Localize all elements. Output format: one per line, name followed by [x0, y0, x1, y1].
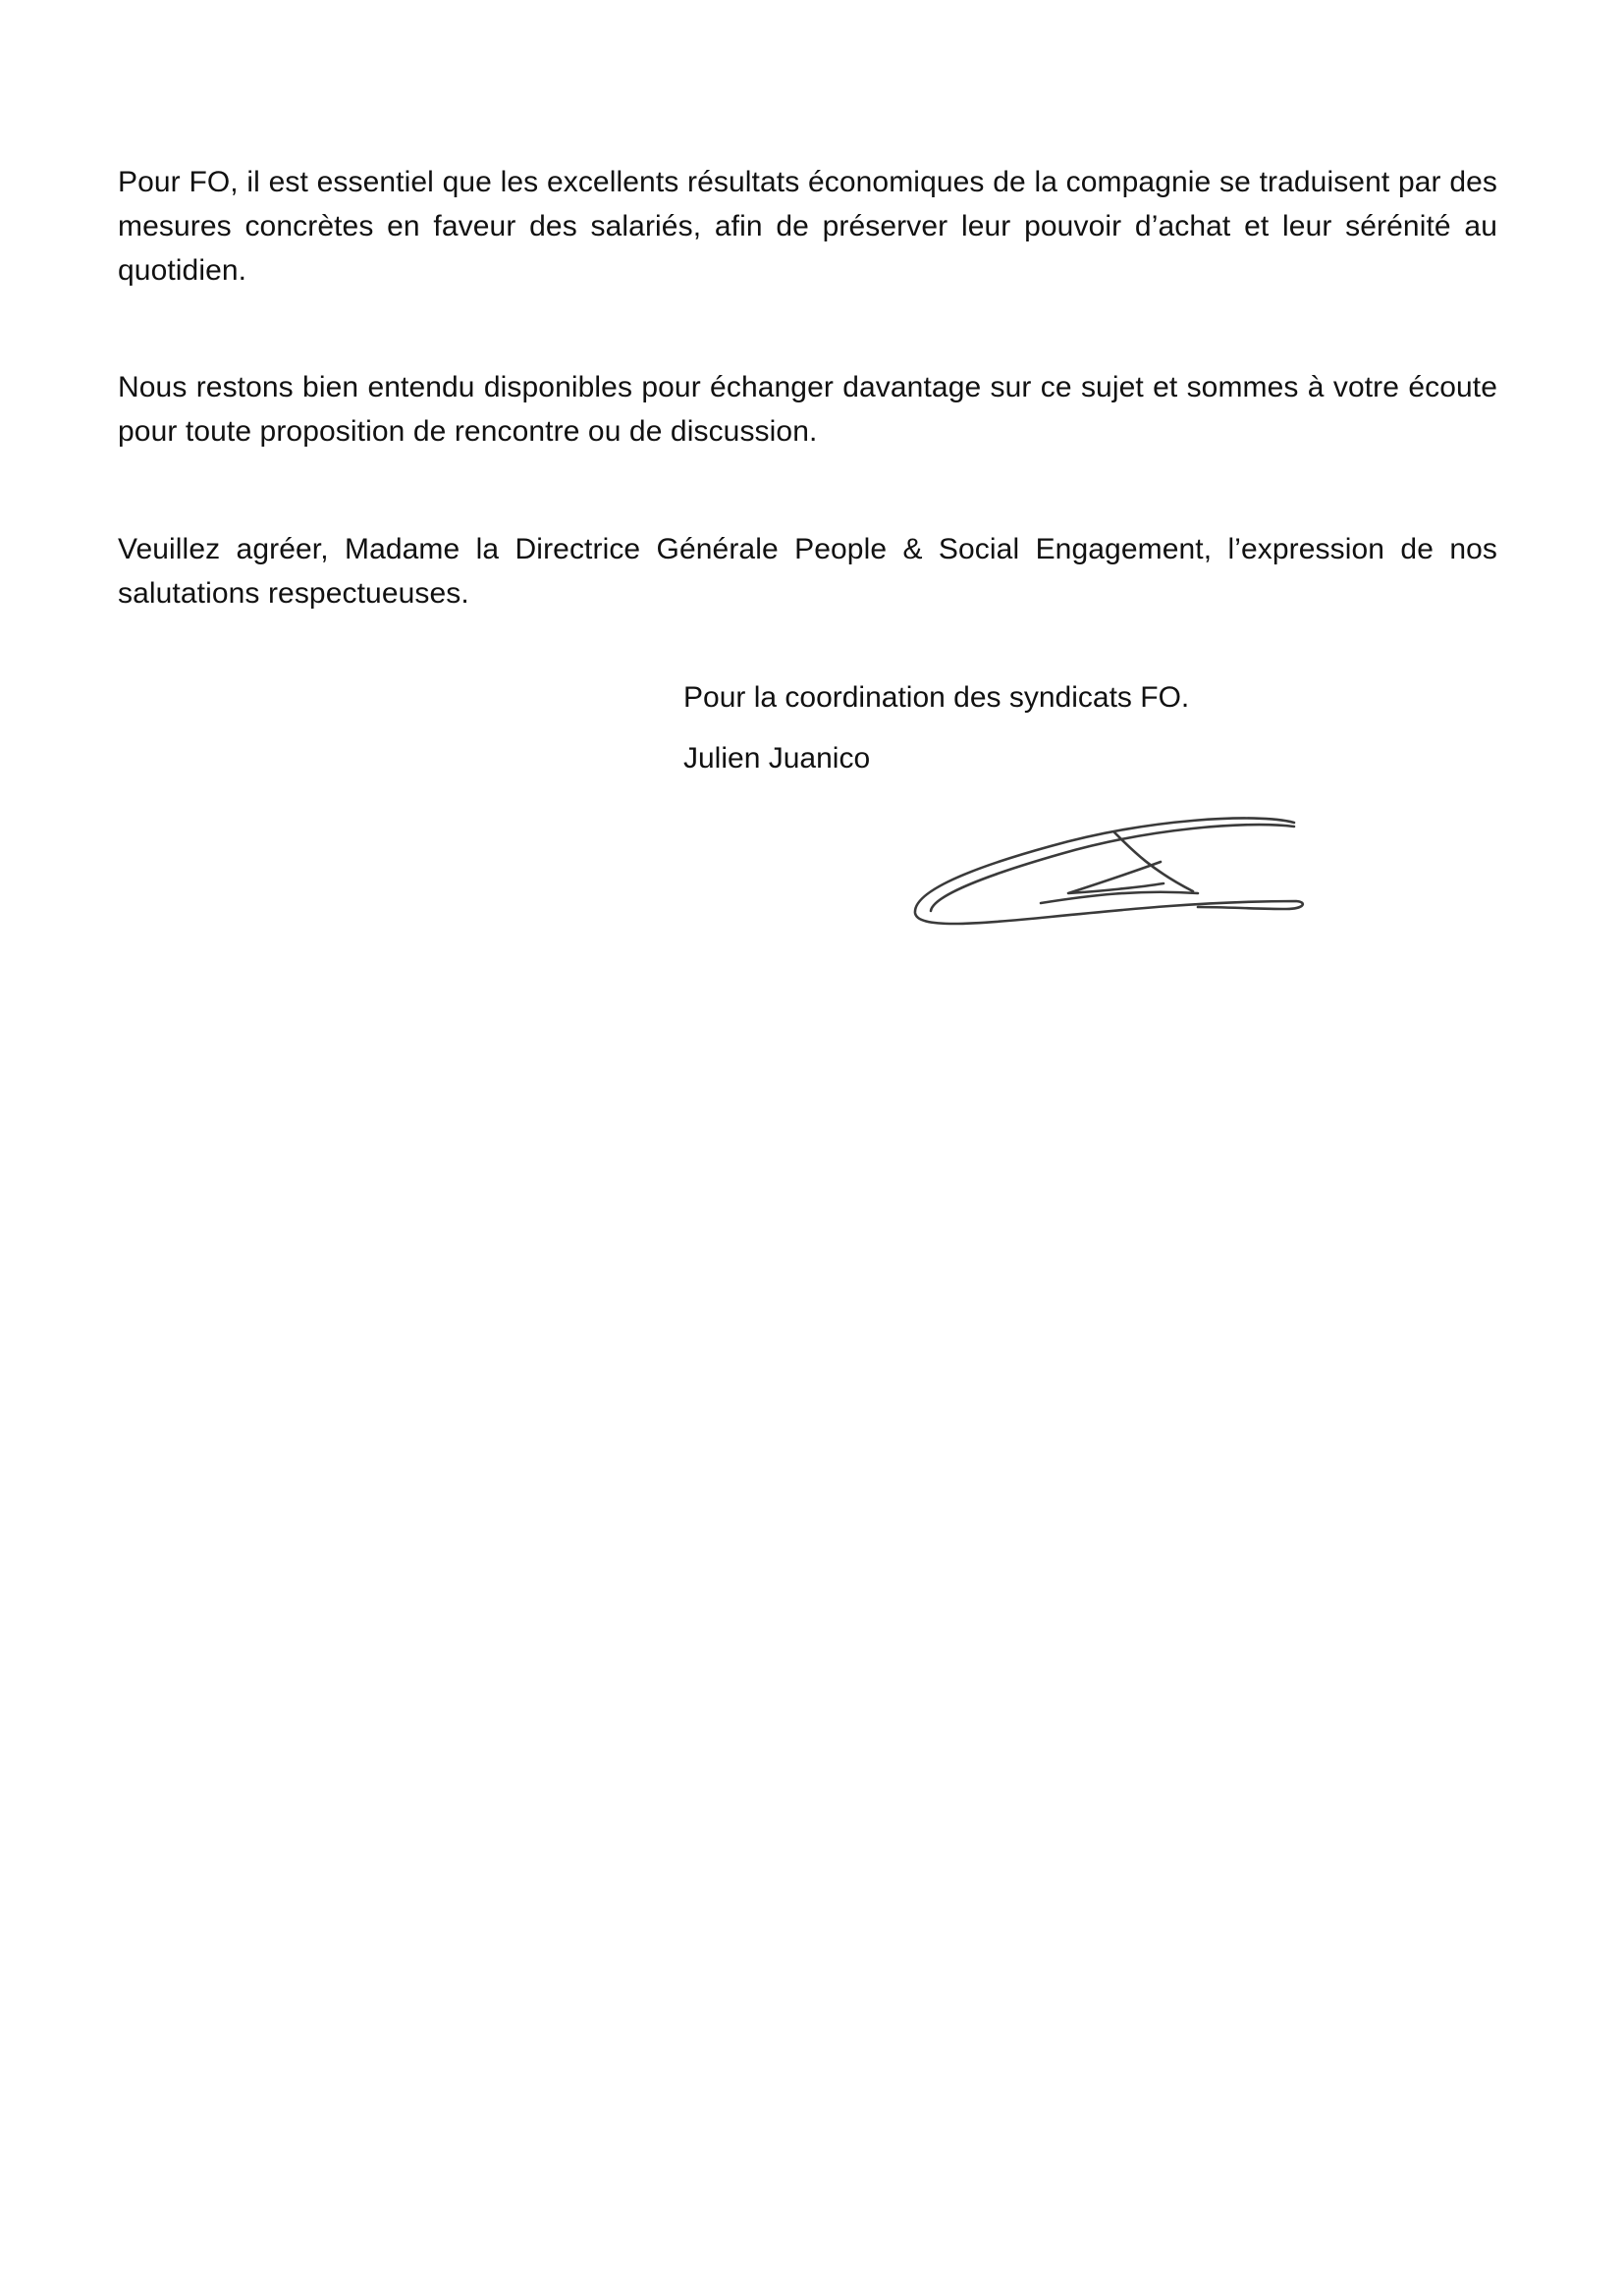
signature-diagonal-stroke [1114, 832, 1193, 891]
closing-line: Pour la coordination des syndicats FO. [683, 681, 1190, 714]
signature-loop-stroke [915, 818, 1303, 924]
signature-zigzag-stroke [1068, 862, 1164, 893]
paragraph-salary-measures: Pour FO, il est essentiel que les excellents résultats économiques de la compagnie se traduisent par des mesures concrètes en faveur des salariés, afin de préserver leur pouvoir d’achat et leur sérénité au quotidien. [118, 166, 1497, 287]
paragraph-salutations: Veuillez agréer, Madame la Directrice Générale People & Social Engagement, l’expression de nos salutations respectueuses. [118, 533, 1497, 610]
signature-tail-stroke [1041, 892, 1198, 903]
handwritten-signature [903, 805, 1316, 937]
signature-inner-stroke [931, 825, 1294, 911]
signatory-name: Julien Juanico [683, 742, 871, 774]
paragraph-availability: Nous restons bien entendu disponibles pour échanger davantage sur ce sujet et sommes à votre écoute pour toute proposition de rencontre ou de discussion. [118, 371, 1497, 448]
